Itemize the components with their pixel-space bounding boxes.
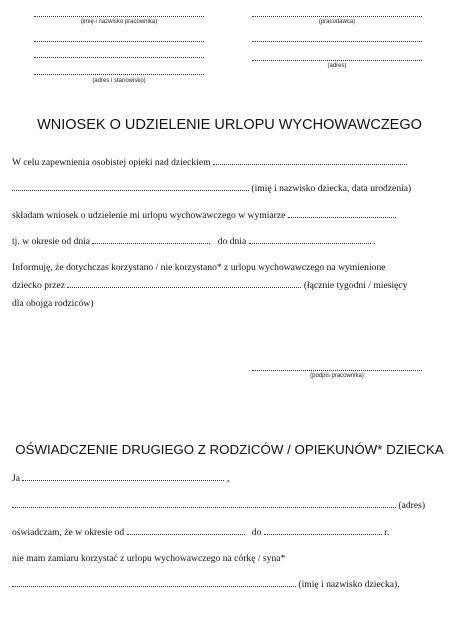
address-field-1[interactable] (252, 41, 422, 42)
statement-child-name-field[interactable] (12, 579, 296, 587)
info-line-3: dla obojga rodziców) (12, 298, 94, 309)
request-line-2 (12, 183, 411, 195)
address-position-field-2[interactable] (34, 57, 204, 58)
employee-name-caption: (imię i nazwisko pracownika) (80, 19, 158, 25)
address-position-field-3[interactable] (34, 74, 204, 75)
statement-line-5 (12, 579, 400, 591)
request-line-1-text: W celu zapewnienia osobistej opieki nad dzieckiem (12, 157, 211, 168)
info-line-1: Informuję, że dotychczas korzystano / nie korzystano* z urlopu wychowawczego na wymienione (12, 262, 386, 273)
address-field-2[interactable] (252, 60, 422, 61)
employer-caption: (pracodawca) (318, 19, 356, 25)
period-end-dot: . (373, 236, 376, 247)
prior-leave-field[interactable] (67, 280, 301, 288)
period-to-label: do dnia (217, 236, 247, 247)
request-line-4 (12, 236, 375, 248)
child-name-birthdate-field[interactable] (12, 183, 249, 191)
employee-signature-field[interactable] (252, 370, 422, 371)
parent-address-field[interactable] (12, 500, 396, 508)
statement-period-from-field[interactable] (127, 527, 245, 535)
period-from-field[interactable] (92, 236, 210, 244)
parent-name-field[interactable] (22, 473, 224, 481)
period-to-field[interactable] (249, 236, 371, 244)
child-name-birthdate-caption: (imię i nazwisko dziecka, data urodzenia) (251, 183, 412, 194)
info-line-2-suffix: (łącznie tygodni / miesięcy (303, 280, 408, 291)
request-title: WNIOSEK O UDZIELENIE URLOPU WYCHOWAWCZEGO (37, 117, 422, 133)
leave-duration-field[interactable] (288, 210, 396, 218)
request-line-1 (12, 157, 407, 169)
employer-field[interactable] (252, 16, 422, 17)
address-caption: (adres) (327, 63, 347, 69)
period-prefix: oświadczam, że w okresie od (12, 527, 125, 538)
period-from-label: tj. w okresie od dnia (12, 236, 91, 247)
period-end: r. (384, 527, 390, 538)
employee-signature-caption: (podpis pracownika) (310, 373, 364, 379)
address-position-field-1[interactable] (34, 41, 204, 42)
info-line-2-text: dziecko przez (12, 280, 65, 291)
statement-line-2 (12, 500, 425, 512)
statement-title: OŚWIADCZENIE DRUGIEGO Z RODZICÓW / OPIEKUNÓW* DZIECKA (15, 442, 444, 457)
info-line-2 (12, 280, 407, 292)
intent-line: nie mam zamiaru korzystać z urlopu wychowawczego na córkę / syna* (12, 553, 286, 564)
statement-line-1 (12, 473, 229, 485)
address-position-caption: (adres i stanowisko) (92, 78, 146, 84)
request-line-3-text: składam wniosek o udzielenie mi urlopu wychowawczego w wymiarze (12, 210, 286, 221)
ja-end: , (226, 473, 230, 484)
request-line-3 (12, 210, 396, 222)
ja-label: Ja (12, 473, 20, 484)
parent-address-caption: (adres) (398, 500, 426, 511)
statement-child-caption: (imię i nazwisko dziecka). (298, 579, 400, 590)
statement-line-3 (12, 527, 389, 539)
employee-name-field[interactable] (34, 16, 204, 17)
period-mid: do (251, 527, 262, 538)
statement-period-to-field[interactable] (264, 527, 382, 535)
child-care-field[interactable] (213, 157, 407, 165)
